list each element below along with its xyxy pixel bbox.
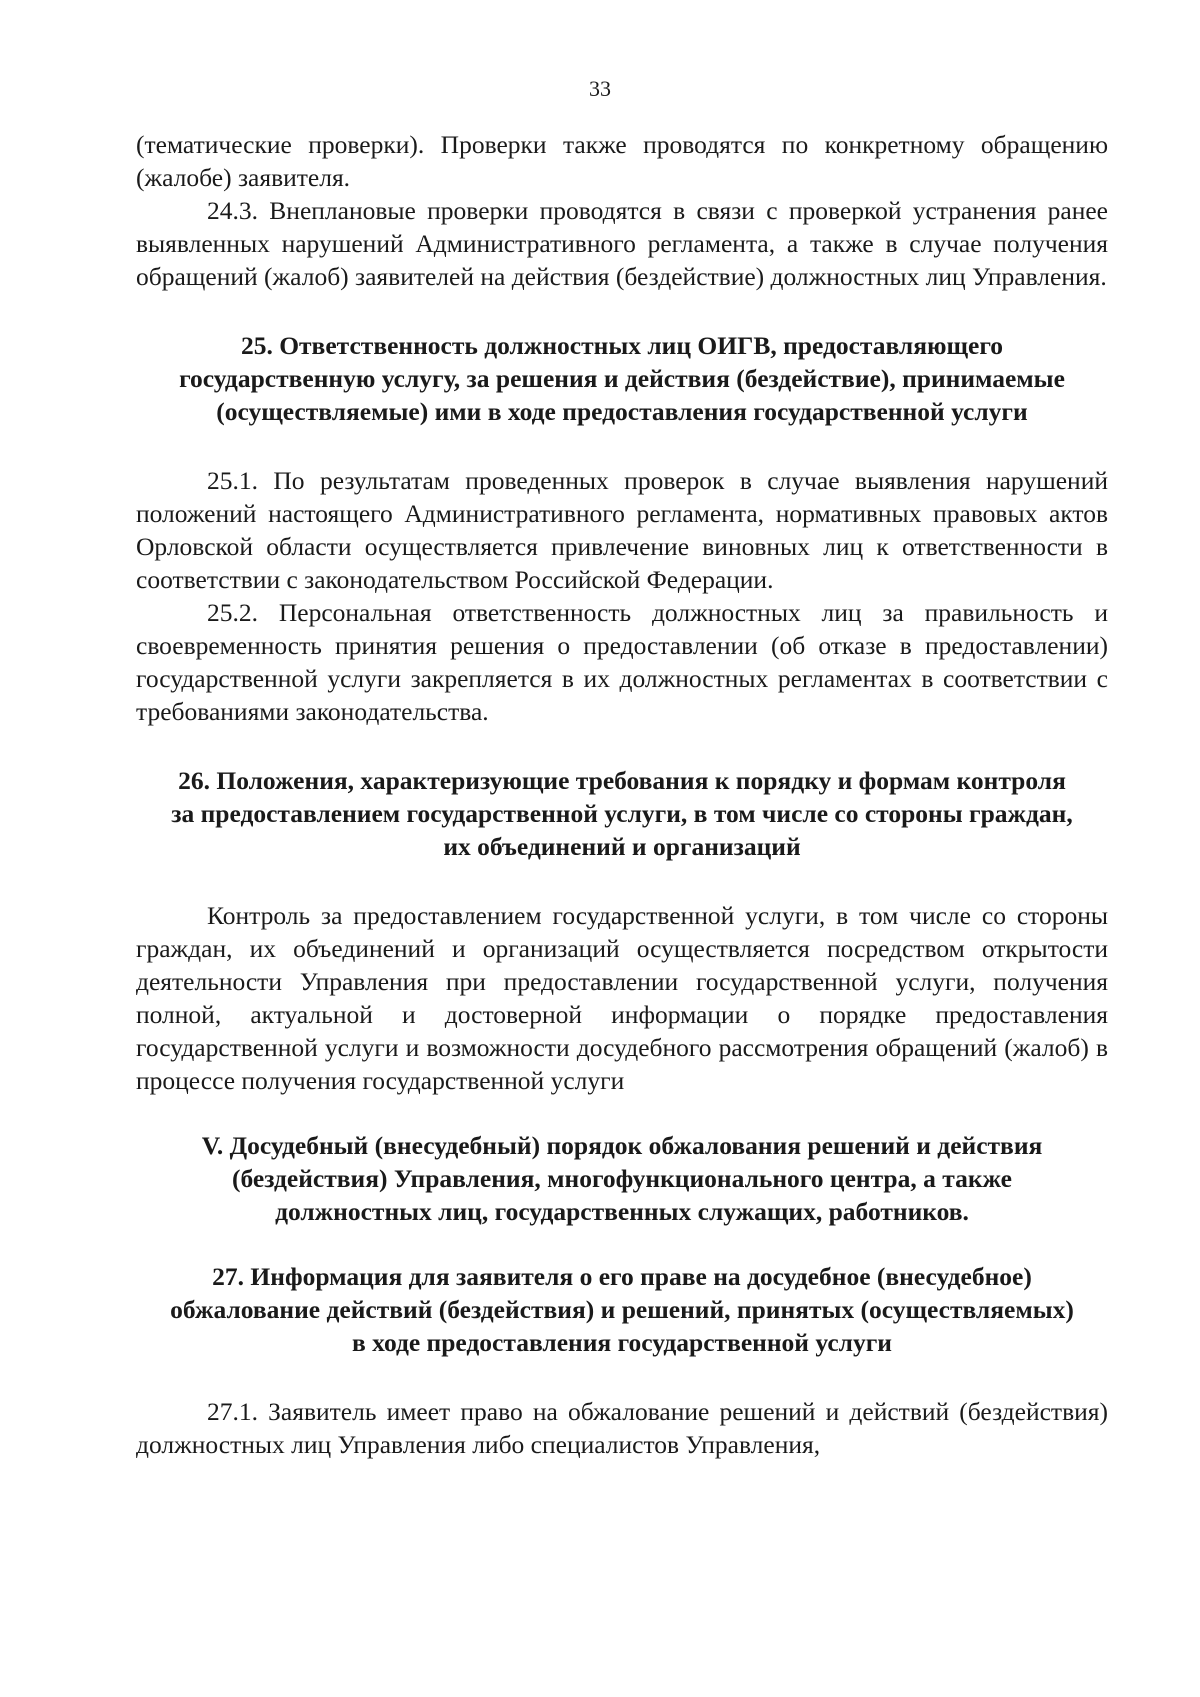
document-body: [136, 128, 1108, 1461]
paragraph-27-1: 27.1. Заявитель имеет право на обжалование решений и действий (бездействия) должностных лиц Управления либо специалистов Управления,: [136, 1397, 1108, 1459]
paragraph-25-2: 25.2. Персональная ответственность должностных лиц за правильность и своевременность принятия решения о предоставлении (об отказе в предоставлении) государственной услуги закрепляется в их должностных регламентах в соответствии с требованиями законодательства.: [136, 598, 1108, 726]
paragraph-inspection-continuation: (тематические проверки). Проверки также проводятся по конкретному обращению (жалобе) заявителя.: [136, 130, 1108, 192]
paragraph-25-1: 25.1. По результатам проведенных проверок в случае выявления нарушений положений настоящего Административного регламента, нормативных правовых актов Орловской области осуществляется привлечение виновных лиц к ответственности в соответствии с законодательством Российской Федерации.: [136, 466, 1108, 594]
paragraph-24-3: 24.3. Внеплановые проверки проводятся в связи с проверкой устранения ранее выявленных нарушений Административного регламента, а также в случае получения обращений (жалоб) заявителей на действия (бездействие) должностных лиц Управления.: [136, 196, 1108, 291]
section-heading-25: 25. Ответственность должностных лиц ОИГВ, предоставляющего государственную услугу, за решения и действия (бездействие), принимаемые (осуществляемые) ими в ходе предоставления государственной услуги: [179, 331, 1065, 426]
page-number: 33: [589, 76, 611, 101]
paragraph-26: Контроль за предоставлением государственной услуги, в том числе со стороны граждан, их объединений и организаций осуществляется посредством открытости деятельности Управления при предоставлении государственной услуги, получения полной, актуальной и достоверной информации о порядке предоставления государственной услуги и возможности досудебного рассмотрения обращений (жалоб) в процессе получения государственной услуги: [136, 901, 1108, 1095]
chapter-heading-V: V. Досудебный (внесудебный) порядок обжалования решений и действия (бездействия) Управления, многофункционального центра, а также должностных лиц, государственных служащих, работников.: [201, 1131, 1043, 1226]
section-heading-27: 27. Информация для заявителя о его праве на досудебное (внесудебное) обжалование действий (бездействия) и решений, принятых (осуществляемых) в ходе предоставления государственной услуги: [170, 1262, 1074, 1357]
section-heading-26: 26. Положения, характеризующие требования к порядку и формам контроля за предоставлением государственной услуги, в том числе со стороны граждан, их объединений и организаций: [171, 766, 1073, 861]
